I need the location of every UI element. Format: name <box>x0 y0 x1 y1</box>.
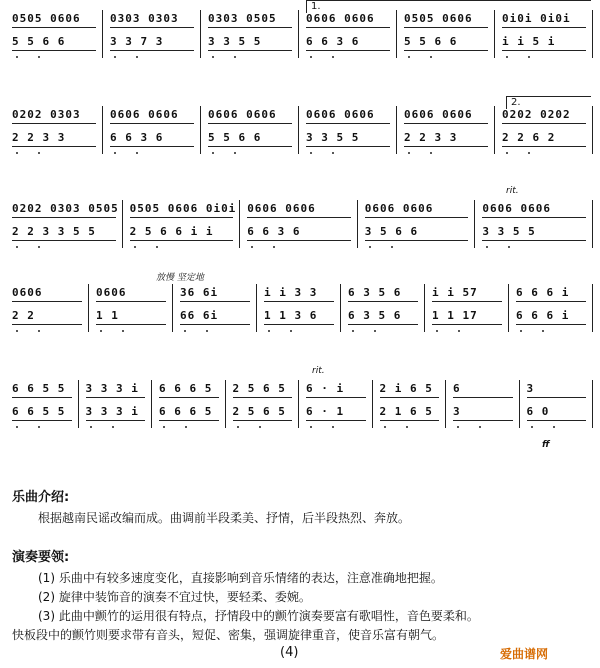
lower-notes: 2 2 3 3 <box>404 131 458 144</box>
bar-line <box>78 380 79 428</box>
score-bar <box>153 378 227 438</box>
bar-line <box>102 10 103 58</box>
octave-dot <box>237 426 239 428</box>
upper-notes: 0505 0606 <box>404 12 473 25</box>
octave-dot <box>508 246 510 248</box>
bar-line <box>225 380 226 428</box>
bar-line <box>340 284 341 332</box>
octave-dot <box>457 426 459 428</box>
score-bar <box>202 8 300 68</box>
beam-line <box>306 123 390 124</box>
bar-line <box>88 284 89 332</box>
octave-dot <box>234 152 236 154</box>
octave-dot <box>332 426 334 428</box>
score-bar <box>80 378 154 438</box>
lower-notes: 2 2 <box>12 309 35 322</box>
lower-notes: 6 0 <box>526 405 550 418</box>
upper-notes: 0606 0606 <box>364 202 434 215</box>
bar-line <box>592 106 593 154</box>
octave-dot <box>391 246 393 248</box>
octave-dot <box>38 56 40 58</box>
octave-dot <box>16 56 18 58</box>
beam-line <box>527 420 587 421</box>
octave-dot <box>268 330 270 332</box>
intro-section <box>12 486 592 528</box>
score-bar <box>104 104 202 164</box>
expression-mark: rit. <box>312 366 325 376</box>
upper-notes: 6 6 6 i <box>516 286 570 299</box>
upper-notes: 3 <box>526 382 535 395</box>
lower-notes: 6 6 3 6 <box>247 225 301 238</box>
bar-line <box>494 106 495 154</box>
octave-dot <box>114 56 116 58</box>
lower-notes: 6 6 6 5 <box>159 405 213 418</box>
upper-notes: 0505 0606 0i0i <box>129 202 237 215</box>
beam-line <box>516 324 586 325</box>
bar-line <box>298 106 299 154</box>
beam-line <box>432 324 502 325</box>
beam-line <box>453 420 513 421</box>
score-bar <box>447 378 521 438</box>
beam-line <box>404 50 488 51</box>
lower-notes: 2 2 6 2 <box>502 131 556 144</box>
lower-notes: 2 5 6 5 <box>232 405 286 418</box>
octave-dot <box>122 330 124 332</box>
score-bar <box>374 378 448 438</box>
score-bar <box>342 282 426 342</box>
upper-notes: 0606 0606 <box>306 12 375 25</box>
dynamic-mark: ff <box>542 440 550 450</box>
beam-line <box>264 301 334 302</box>
octave-dot <box>310 56 312 58</box>
bar-line <box>256 284 257 332</box>
beam-line <box>233 420 293 421</box>
performance-section <box>12 546 592 645</box>
beam-line <box>380 420 440 421</box>
beam-line <box>110 50 194 51</box>
score-bar <box>227 378 301 438</box>
performance-item-2: (2) 旋律中装饰音的演奏不宜过快，要轻柔、委婉。 <box>38 590 311 604</box>
beam-line <box>12 217 116 218</box>
score-bar <box>476 198 594 258</box>
bar-line <box>239 200 240 248</box>
beam-line <box>516 301 586 302</box>
bar-line <box>519 380 520 428</box>
octave-dot <box>114 152 116 154</box>
beam-line <box>12 123 96 124</box>
octave-dot <box>406 426 408 428</box>
beam-line <box>306 146 390 147</box>
lower-notes: 3 5 6 6 <box>364 225 419 238</box>
beam-line <box>247 217 351 218</box>
octave-dot <box>206 330 208 332</box>
octave-dot <box>479 426 481 428</box>
bar-line <box>494 10 495 58</box>
beam-line <box>502 50 586 51</box>
octave-dot <box>430 152 432 154</box>
score-line <box>6 1 594 68</box>
lower-notes: 3 3 7 3 <box>110 35 164 48</box>
upper-notes: 0606 0606 <box>247 202 316 215</box>
upper-notes: 2 i 6 5 <box>379 382 433 395</box>
bar-line <box>298 380 299 428</box>
upper-notes: 3 3 3 i <box>85 382 139 395</box>
score-bar <box>174 282 258 342</box>
octave-dot <box>352 330 354 332</box>
octave-dot <box>310 426 312 428</box>
bar-line <box>508 284 509 332</box>
upper-notes: 6 3 5 6 <box>348 286 402 299</box>
octave-dot <box>506 56 508 58</box>
upper-notes: 0606 <box>96 286 127 299</box>
lower-notes: 2 2 3 3 <box>12 131 66 144</box>
beam-line <box>130 240 234 241</box>
octave-dot <box>528 56 530 58</box>
octave-dot <box>520 330 522 332</box>
score-bar <box>124 198 242 258</box>
beam-line <box>208 50 292 51</box>
beam-line <box>264 324 334 325</box>
upper-notes: 0606 0606 <box>482 202 551 215</box>
score-bar <box>6 104 104 164</box>
intro-heading: 乐曲介绍: <box>12 490 70 505</box>
lower-notes: 6 6 3 6 <box>306 35 360 48</box>
beam-line <box>96 324 166 325</box>
volta-bracket: 1. <box>306 0 591 13</box>
expression-mark: rit. <box>506 186 519 196</box>
octave-dot <box>38 426 40 428</box>
upper-notes: 6 <box>453 382 461 395</box>
beam-line <box>404 146 488 147</box>
upper-notes: 6 · i <box>306 382 345 395</box>
upper-notes: 0606 <box>12 286 43 299</box>
octave-dot <box>163 426 165 428</box>
bar-line <box>357 200 358 248</box>
upper-notes: 36 6i <box>180 286 219 299</box>
lower-notes: 5 5 6 6 <box>404 35 458 48</box>
beam-line <box>12 146 96 147</box>
expression-mark: 放慢 坚定地 <box>156 273 204 283</box>
bar-line <box>592 10 593 58</box>
lower-notes: 3 3 3 i <box>85 405 139 418</box>
score-bar <box>521 378 595 438</box>
score-bar <box>398 104 496 164</box>
octave-dot <box>458 330 460 332</box>
upper-notes: 6 6 5 5 <box>12 382 66 395</box>
beam-line <box>12 397 72 398</box>
performance-heading: 演奏要领: <box>12 550 70 565</box>
octave-dot <box>38 330 40 332</box>
octave-dot <box>136 56 138 58</box>
lower-notes: 6 6 5 5 <box>12 405 66 418</box>
upper-notes: 0606 0606 <box>306 108 375 121</box>
score-bar <box>359 198 477 258</box>
upper-notes: 0606 0606 <box>208 108 277 121</box>
lower-notes: 1 1 3 6 <box>264 309 318 322</box>
upper-notes: 0606 0606 <box>404 108 473 121</box>
upper-notes: 0303 0303 <box>110 12 179 25</box>
bar-line <box>396 106 397 154</box>
octave-dot <box>16 152 18 154</box>
beam-line <box>86 397 146 398</box>
lower-notes: 2 2 3 3 5 5 <box>12 225 96 238</box>
upper-notes: 0303 0505 <box>208 12 277 25</box>
octave-dot <box>38 152 40 154</box>
beam-line <box>482 217 586 218</box>
octave-dot <box>310 152 312 154</box>
octave-dot <box>184 330 186 332</box>
beam-line <box>159 420 219 421</box>
beam-line <box>180 324 250 325</box>
upper-notes: i i 57 <box>432 286 478 299</box>
beam-line <box>453 397 513 398</box>
octave-dot <box>16 246 18 248</box>
beam-line <box>502 27 586 28</box>
score-bar <box>241 198 359 258</box>
octave-dot <box>100 330 102 332</box>
beam-line <box>159 397 219 398</box>
upper-notes: i i 3 3 <box>264 286 318 299</box>
beam-line <box>365 217 469 218</box>
octave-dot <box>16 330 18 332</box>
performance-item-1: (1) 乐曲中有较多速度变化，直接影响到音乐情绪的表达，注意准确地把握。 <box>38 571 443 585</box>
beam-line <box>208 27 292 28</box>
score-bar <box>6 378 80 438</box>
bar-line <box>122 200 123 248</box>
octave-dot <box>553 426 555 428</box>
upper-notes: 0202 0202 <box>502 108 571 121</box>
lower-notes: 5 5 6 6 <box>12 35 66 48</box>
octave-dot <box>273 246 275 248</box>
beam-line <box>110 27 194 28</box>
upper-notes: 6 6 6 5 <box>159 382 213 395</box>
beam-line <box>247 240 351 241</box>
lower-notes: 5 5 6 6 <box>208 131 262 144</box>
lower-notes: 6 · 1 <box>306 405 345 418</box>
beam-line <box>12 420 72 421</box>
beam-line <box>12 324 82 325</box>
octave-dot <box>234 56 236 58</box>
bar-line <box>396 10 397 58</box>
octave-dot <box>251 246 253 248</box>
bar-line <box>592 380 593 428</box>
score-bar <box>6 8 104 68</box>
beam-line <box>527 397 587 398</box>
beam-line <box>110 123 194 124</box>
lower-notes: 2 1 6 5 <box>379 405 433 418</box>
octave-dot <box>531 426 533 428</box>
octave-dot <box>332 56 334 58</box>
watermark-logo: 爱曲谱网 <box>500 647 549 661</box>
score-bar <box>510 282 594 342</box>
beam-line <box>180 301 250 302</box>
score-bar <box>496 104 594 164</box>
beam-line <box>502 123 586 124</box>
octave-dot <box>134 246 136 248</box>
score-bar <box>300 378 374 438</box>
score-bar <box>104 8 202 68</box>
beam-line <box>306 420 366 421</box>
lower-notes: 3 3 5 5 <box>208 35 262 48</box>
score-bar <box>426 282 510 342</box>
octave-dot <box>38 246 40 248</box>
upper-notes: 0202 0303 0505 <box>12 202 119 215</box>
bar-line <box>102 106 103 154</box>
octave-dot <box>430 56 432 58</box>
score-bar <box>6 198 124 258</box>
score-bar <box>300 8 398 68</box>
lower-notes: 3 3 5 5 <box>306 131 360 144</box>
octave-dot <box>185 426 187 428</box>
beam-line <box>130 217 234 218</box>
upper-notes: 0606 0606 <box>110 108 179 121</box>
score-bar <box>258 282 342 342</box>
octave-dot <box>136 152 138 154</box>
upper-notes: 0505 0606 <box>12 12 81 25</box>
lower-notes: 66 6i <box>180 309 219 322</box>
beam-line <box>306 50 390 51</box>
lower-notes: 6 6 3 6 <box>110 131 164 144</box>
octave-dot <box>506 152 508 154</box>
beam-line <box>12 50 96 51</box>
performance-item-3: (3) 此曲中颤竹的运用很有特点，抒情段中的颤竹演奏要富有歌唱性，音色要柔和。 <box>38 609 479 623</box>
beam-line <box>306 397 366 398</box>
bar-line <box>445 380 446 428</box>
score-bar <box>6 282 90 342</box>
bar-line <box>592 284 593 332</box>
beam-line <box>348 324 418 325</box>
lower-notes: 2 5 6 6 i i <box>129 225 214 238</box>
beam-line <box>365 240 469 241</box>
score-bar <box>496 8 594 68</box>
page-number: (4) <box>280 645 299 660</box>
score-line <box>6 366 594 450</box>
lower-notes: 1 1 <box>96 309 119 322</box>
lower-notes: 6 6 6 i <box>516 309 570 322</box>
beam-line <box>404 27 488 28</box>
bar-line <box>200 106 201 154</box>
score-line <box>6 186 594 258</box>
beam-line <box>380 397 440 398</box>
bar-line <box>424 284 425 332</box>
upper-notes: 2 5 6 5 <box>232 382 286 395</box>
octave-dot <box>384 426 386 428</box>
lower-notes: 1 1 17 <box>432 309 478 322</box>
score-bar <box>300 104 398 164</box>
beam-line <box>233 397 293 398</box>
octave-dot <box>374 330 376 332</box>
lower-notes: 6 3 5 6 <box>348 309 402 322</box>
octave-dot <box>436 330 438 332</box>
octave-dot <box>90 426 92 428</box>
beam-line <box>502 146 586 147</box>
lower-notes: 3 <box>453 405 461 418</box>
lower-notes: 3 3 5 5 <box>482 225 536 238</box>
lower-notes: i i 5 i <box>502 35 556 48</box>
volta-bracket: 2. <box>506 96 591 109</box>
octave-dot <box>212 152 214 154</box>
octave-dot <box>290 330 292 332</box>
beam-line <box>348 301 418 302</box>
octave-dot <box>408 56 410 58</box>
octave-dot <box>259 426 261 428</box>
bar-line <box>172 284 173 332</box>
beam-line <box>482 240 586 241</box>
octave-dot <box>486 246 488 248</box>
bar-line <box>372 380 373 428</box>
octave-dot <box>528 152 530 154</box>
bar-line <box>200 10 201 58</box>
beam-line <box>432 301 502 302</box>
bar-line <box>151 380 152 428</box>
beam-line <box>12 240 116 241</box>
bar-line <box>474 200 475 248</box>
score-bar <box>90 282 174 342</box>
beam-line <box>306 27 390 28</box>
score-line <box>6 273 594 342</box>
score-line <box>6 97 594 164</box>
octave-dot <box>16 426 18 428</box>
beam-line <box>86 420 146 421</box>
beam-line <box>208 123 292 124</box>
bar-line <box>592 200 593 248</box>
octave-dot <box>542 330 544 332</box>
octave-dot <box>408 152 410 154</box>
beam-line <box>208 146 292 147</box>
score-bar <box>202 104 300 164</box>
beam-line <box>110 146 194 147</box>
beam-line <box>12 27 96 28</box>
beam-line <box>404 123 488 124</box>
bar-line <box>298 10 299 58</box>
octave-dot <box>112 426 114 428</box>
upper-notes: 0202 0303 <box>12 108 81 121</box>
score-bar <box>398 8 496 68</box>
octave-dot <box>369 246 371 248</box>
intro-text: 根据越南民谣改编而成。曲调前半段柔美、抒情，后半段热烈、奔放。 <box>38 511 411 525</box>
octave-dot <box>156 246 158 248</box>
octave-dot <box>332 152 334 154</box>
beam-line <box>12 301 82 302</box>
beam-line <box>96 301 166 302</box>
octave-dot <box>212 56 214 58</box>
performance-item-4: 快板段中的颤竹则要求带有音头，短促、密集，强调旋律重音，使音乐富有朝气。 <box>12 628 445 642</box>
upper-notes: 0i0i 0i0i <box>502 12 571 25</box>
